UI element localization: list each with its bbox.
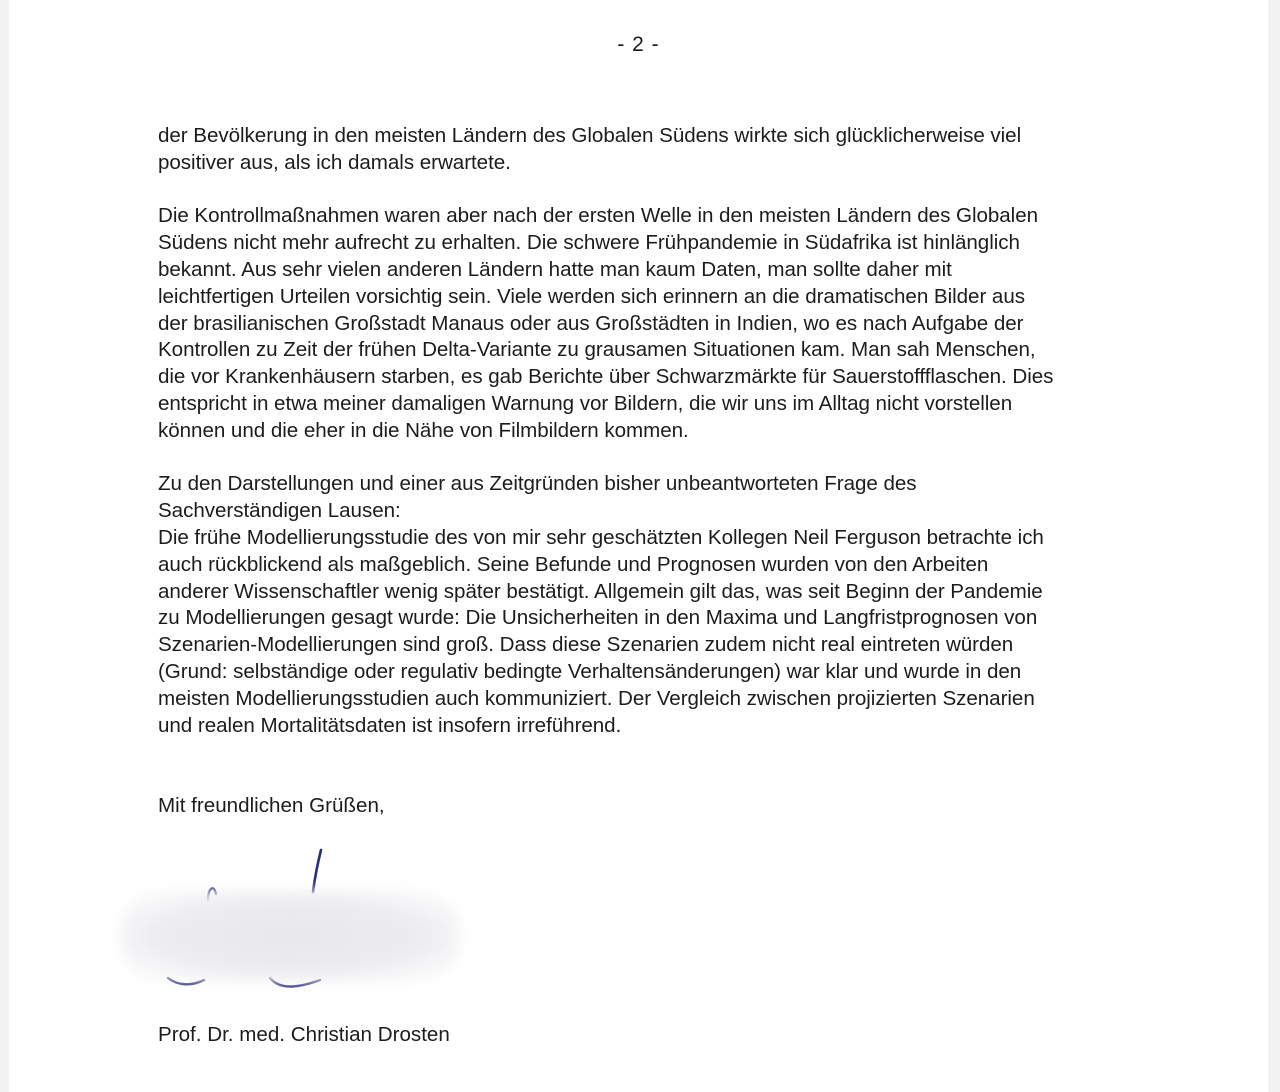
text-line: Szenarien-Modellierungen sind groß. Dass diese Szenarien zudem nicht real eintreten würden	[158, 633, 1014, 657]
viewer-margin-left	[0, 0, 9, 1092]
text-line: Zu den Darstellungen und einer aus Zeitgründen bisher unbeantworteten Frage des	[158, 472, 917, 496]
signer-name: Prof. Dr. med. Christian Drosten	[158, 1023, 450, 1046]
text-line: Südens nicht mehr aufrecht zu erhalten. Die schwere Frühpandemie in Südafrika ist hinlänglich	[158, 231, 1020, 255]
text-line: (Grund: selbständige oder regulativ bedingte Verhaltensänderungen) war klar und wurde in den	[158, 659, 1022, 683]
text-line: anderer Wissenschaftler wenig später bestätigt. Allgemein gilt das, was seit Beginn der Pandemie	[158, 579, 1043, 603]
text-line: positiver aus, als ich damals erwartete.	[158, 150, 511, 174]
paragraph-1	[158, 123, 1218, 177]
text-line: zu Modellierungen gesagt wurde: Die Unsicherheiten in den Maxima und Langfristprognosen von	[158, 606, 1038, 630]
viewer-scrollbar-track[interactable]	[1268, 0, 1280, 1092]
text-line: auch rückblickend als maßgeblich. Seine Befunde und Prognosen wurden von den Arbeiten	[158, 552, 989, 576]
text-line: meisten Modellierungsstudien auch kommuniziert. Der Vergleich zwischen projizierten Szenarien	[158, 686, 1035, 710]
text-line: der brasilianischen Großstadt Manaus oder aus Großstädten in Indien, wo es nach Aufgabe der	[158, 311, 1024, 335]
closing-salutation: Mit freundlichen Grüßen,	[158, 794, 385, 817]
page-number: - 2 -	[617, 33, 660, 56]
paragraph-2	[158, 203, 1218, 444]
text-line: die vor Krankenhäusern starben, es gab Berichte über Schwarzmärkte für Sauerstoffflaschen. Dies	[158, 365, 1054, 389]
text-line: Sachverständigen Lausen:	[158, 499, 401, 523]
paragraph-3	[158, 471, 1218, 739]
signature-redaction-blur	[120, 890, 460, 982]
text-line: Die Kontrollmaßnahmen waren aber nach der ersten Welle in den meisten Ländern des Globalen	[158, 204, 1039, 228]
text-line: Die frühe Modellierungsstudie des von mir sehr geschätzten Kollegen Neil Ferguson betrachte ich	[158, 525, 1044, 549]
text-line: Kontrollen zu Zeit der frühen Delta-Variante zu grausamen Situationen kam. Man sah Menschen,	[158, 338, 1036, 362]
signature	[120, 840, 480, 1000]
text-line: bekannt. Aus sehr vielen anderen Ländern hatte man kaum Daten, man sollte daher mit	[158, 257, 952, 281]
text-line: können und die eher in die Nähe von Filmbildern kommen.	[158, 418, 689, 442]
text-line: leichtfertigen Urteilen vorsichtig sein. Viele werden sich erinnern an die dramatischen Bilder aus	[158, 284, 1025, 308]
text-line: und realen Mortalitätsdaten ist insofern irreführend.	[158, 713, 622, 737]
letter-body	[158, 123, 1218, 766]
text-line: der Bevölkerung in den meisten Ländern des Globalen Südens wirkte sich glücklicherweise viel	[158, 124, 1022, 147]
text-line: entspricht in etwa meiner damaligen Warnung vor Bildern, die wir uns im Alltag nicht vorstellen	[158, 391, 1013, 415]
